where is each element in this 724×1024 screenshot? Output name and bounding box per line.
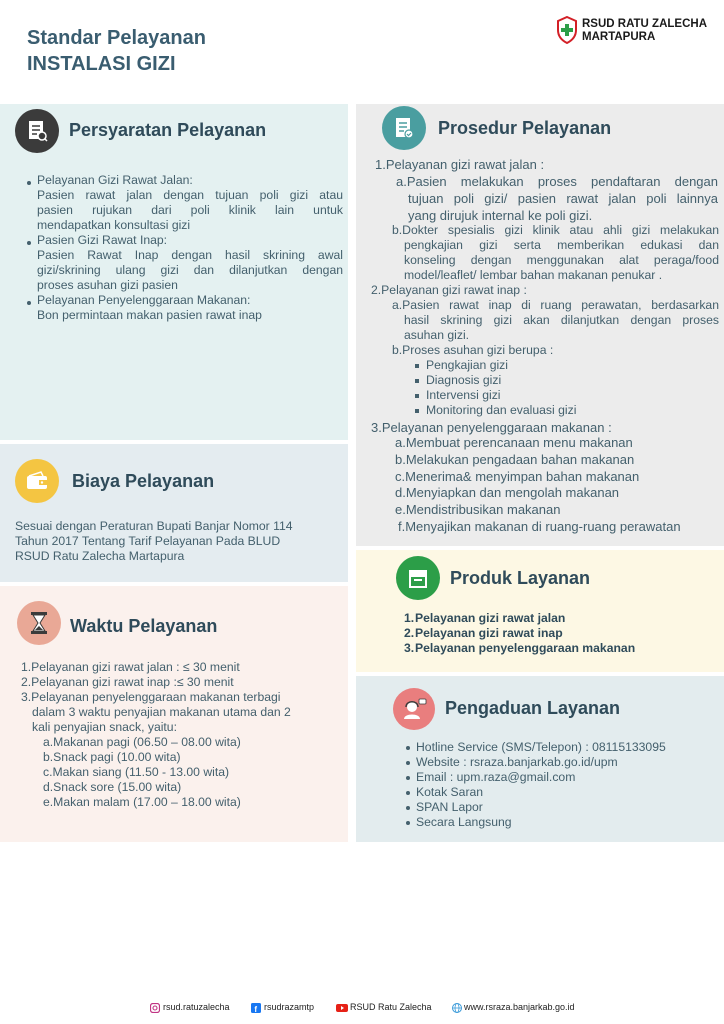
penyelenggaraan-item: e.Mendistribusikan makanan: [395, 502, 561, 518]
bullet-icon: [27, 301, 31, 305]
page-title: Standar Pelayanan: [27, 27, 206, 49]
requirement-line: proses asuhan gizi pasien: [37, 278, 178, 292]
prosedur-heading: Prosedur Pelayanan: [438, 118, 612, 138]
page-subtitle: INSTALASI GIZI: [27, 53, 176, 75]
penyelenggaraan-item: a.Membuat perencanaan menu makanan: [395, 435, 633, 450]
waktu-sub-item: e.Makan malam (17.00 – 18.00 wita): [43, 795, 241, 809]
globe-icon: [452, 1003, 462, 1013]
requirement-line: gizi/skrining ulang gizi dan dilanjutkan dengan: [37, 263, 343, 277]
requirement-title: Pelayanan Penyelenggaraan Makanan:: [37, 293, 251, 307]
waktu-sub-item: b.Snack pagi (10.00 wita): [43, 750, 181, 764]
waktu-item: kali penyajian snack, yaitu:: [32, 720, 177, 734]
prosedur-sub-step: hasil skrining gizi akan dilanjutkan dengan proses: [404, 313, 719, 327]
bullet-icon: [27, 181, 31, 185]
bullet-icon: [406, 791, 410, 795]
pengaduan-heading: Pengaduan Layanan: [445, 698, 621, 718]
penyelenggaraan-item: b.Melakukan pengadaan bahan makanan: [395, 451, 635, 467]
asuhan-item: Monitoring dan evaluasi gizi: [426, 403, 577, 417]
asuhan-item: Diagnosis gizi: [426, 373, 502, 387]
prosedur-sub-step: a.Pasien melakukan proses pendaftaran dengan: [396, 174, 718, 189]
prosedur-sub-step: a.Pasien rawat inap di ruang perawatan, berdasarkan: [392, 298, 719, 312]
requirement-line: Pasien Rawat Inap dengan hasil skrining awal: [37, 248, 343, 262]
prosedur-step: 1.Pelayanan gizi rawat jalan :: [375, 157, 545, 172]
waktu-sub-item: c.Makan siang (11.50 - 13.00 wita): [43, 765, 230, 779]
prosedur-sub-step: yang dirujuk internal ke poli gizi.: [408, 208, 593, 223]
prosedur-step: 2.Pelayanan gizi rawat inap :: [371, 283, 527, 297]
svg-text:f: f: [254, 1005, 258, 1013]
instagram-icon: [150, 1003, 160, 1013]
produk-number: 1.: [404, 611, 415, 625]
waktu-item: 3.Pelayanan penyelenggaraan makanan terbagi: [21, 690, 281, 704]
bullet-icon: [406, 806, 410, 810]
prosedur-sub-step: model/leaflet/ lembar bahan makanan penukar .: [404, 268, 663, 282]
requirement-line: Bon permintaan makan pasien rawat inap: [37, 308, 262, 322]
hospital-name: RSUD RATU ZALECHA: [582, 18, 708, 30]
waktu-item: dalam 3 waktu penyajian makanan utama dan 2: [32, 705, 291, 719]
bullet-icon: [406, 761, 410, 765]
prosedur-panel: [356, 104, 724, 546]
hospital-location: MARTAPURA: [582, 31, 656, 43]
pengaduan-item: Hotline Service (SMS/Telepon) : 08115133095: [416, 740, 666, 754]
requirement-title: Pelayanan Gizi Rawat Jalan:: [37, 173, 193, 187]
penyelenggaraan-item: d.Menyiapkan dan mengolah makanan: [395, 485, 620, 501]
document-icon: [15, 109, 59, 153]
penyelenggaraan-item: c.Menerima& menyimpan bahan makanan: [395, 468, 640, 484]
square-bullet-icon: [415, 379, 419, 383]
website-link[interactable]: www.rsraza.banjarkab.go.id: [464, 1002, 575, 1012]
biaya-heading: Biaya Pelayanan: [72, 471, 215, 491]
square-bullet-icon: [415, 364, 419, 368]
bullet-icon: [406, 821, 410, 825]
wallet-icon: [15, 459, 59, 503]
waktu-item: 2.Pelayanan gizi rawat inap :≤ 30 menit: [21, 675, 234, 689]
asuhan-item: Pengkajian gizi: [426, 358, 508, 372]
customer-service-icon: [393, 688, 435, 730]
waktu-sub-item: d.Snack sore (15.00 wita): [43, 780, 182, 794]
waktu-heading: Waktu Pelayanan: [70, 616, 218, 636]
youtube-icon: [336, 1003, 348, 1013]
requirement-line: mendapatkan konsultasi gizi: [37, 218, 191, 232]
penyelenggaraan-item: f.Menyajikan makanan di ruang-ruang perawatan: [398, 518, 681, 534]
square-bullet-icon: [415, 409, 419, 413]
square-bullet-icon: [415, 394, 419, 398]
facebook-icon: [251, 1003, 261, 1013]
pengaduan-item: Kotak Saran: [416, 785, 484, 799]
hospital-logo-icon: [556, 16, 578, 44]
pengaduan-item: Secara Langsung: [416, 815, 512, 829]
instagram-link[interactable]: rsud.ratuzalecha: [163, 1002, 230, 1012]
waktu-item: 1.Pelayanan gizi rawat jalan : ≤ 30 menit: [21, 660, 240, 674]
biaya-text: RSUD Ratu Zalecha Martapura: [15, 549, 185, 563]
produk-item: Pelayanan gizi rawat inap: [415, 626, 563, 640]
bullet-icon: [406, 776, 410, 780]
requirement-title: Pasien Gizi Rawat Inap:: [37, 233, 168, 247]
prosedur-sub-step: b.Proses asuhan gizi berupa :: [392, 343, 554, 357]
biaya-text: Tahun 2017 Tentang Tarif Pelayanan Pada BLUD: [15, 534, 281, 548]
prosedur-step: 3.Pelayanan penyelenggaraan makanan :: [371, 420, 612, 435]
prosedur-sub-step: pengkajian gizi serta memberikan edukasi dan: [404, 238, 719, 252]
produk-heading: Produk Layanan: [450, 568, 591, 588]
bullet-icon: [406, 746, 410, 750]
prosedur-sub-step: b.Dokter spesialis gizi klinik atau ahli gizi melakukan: [392, 223, 719, 237]
produk-item: Pelayanan gizi rawat jalan: [415, 611, 566, 625]
biaya-text: Sesuai dengan Peraturan Bupati Banjar Nomor 114: [15, 519, 293, 533]
waktu-sub-item: a.Makanan pagi (06.50 – 08.00 wita): [43, 735, 241, 749]
persyaratan-heading: Persyaratan Pelayanan: [69, 120, 267, 140]
pengaduan-item: Email : upm.raza@gmail.com: [416, 770, 576, 784]
waktu-panel: [0, 586, 348, 842]
checklist-icon: [382, 106, 426, 150]
hourglass-icon: [17, 601, 61, 645]
pengaduan-item: SPAN Lapor: [416, 800, 483, 814]
bullet-icon: [27, 241, 31, 245]
requirement-line: Pasien rawat jalan dengan tujuan poli gizi atau: [37, 188, 343, 202]
biaya-panel: [0, 444, 348, 582]
prosedur-sub-step: konseling dengan menggunakan alat peraga/food: [404, 253, 719, 267]
facebook-link[interactable]: rsudrazamtp: [264, 1002, 315, 1012]
produk-item: Pelayanan penyelenggaraan makanan: [415, 641, 636, 655]
youtube-link[interactable]: RSUD Ratu Zalecha: [350, 1002, 432, 1012]
product-box-icon: [396, 556, 440, 600]
asuhan-item: Intervensi gizi: [426, 388, 501, 402]
produk-number: 2.: [404, 626, 415, 640]
pengaduan-item: Website : rsraza.banjarkab.go.id/upm: [416, 755, 618, 769]
produk-number: 3.: [404, 641, 415, 655]
pengaduan-panel: [356, 676, 724, 842]
requirement-line: pasien rujukan dari poli klinik lain untuk: [37, 203, 343, 217]
prosedur-sub-step: tujuan poli gizi/ pasien rawat jalan poli lainnya: [408, 191, 718, 206]
produk-panel: [356, 550, 724, 672]
prosedur-sub-step: asuhan gizi.: [404, 328, 470, 342]
persyaratan-panel: [0, 104, 348, 440]
page-header: [0, 0, 724, 104]
